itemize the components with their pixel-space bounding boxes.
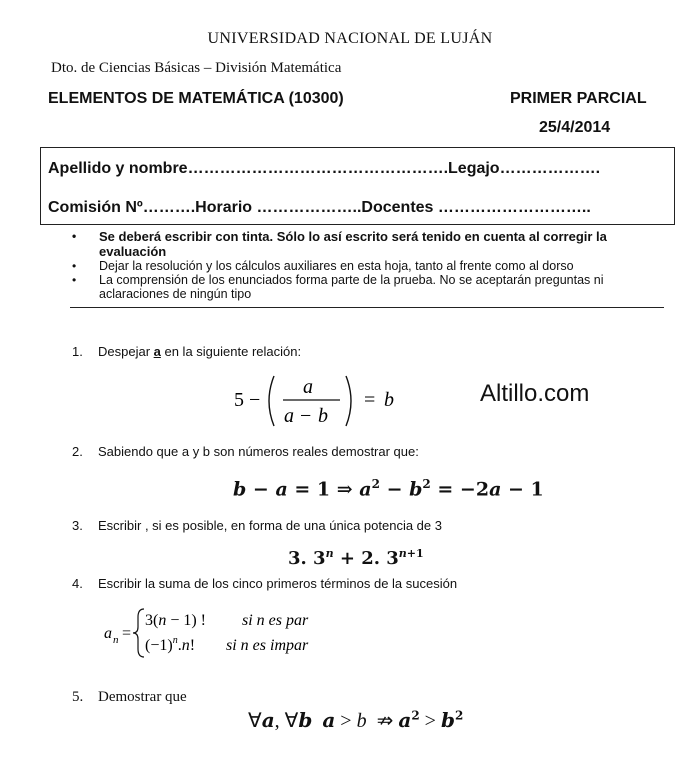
commission-schedule-teachers-field[interactable]: Comisión Nº……….Horario ………………..Docentes ……………………….. bbox=[48, 199, 591, 216]
question-5-text: Demostrar que bbox=[98, 689, 187, 705]
svg-text:a: a bbox=[104, 625, 112, 642]
department-name: Dto. de Ciencias Básicas – División Matemática bbox=[51, 60, 342, 76]
question-5-number: 5. bbox=[72, 689, 84, 705]
question-2-number: 2. bbox=[72, 444, 83, 459]
svg-text:n: n bbox=[113, 634, 119, 646]
instruction-text: La comprensión de los enunciados forma parte de la prueba. No se aceptarán preguntas ni aclaraciones de ningún tipo bbox=[99, 273, 604, 301]
question-3-number: 3. bbox=[72, 518, 83, 533]
instruction-item bbox=[72, 259, 662, 273]
svg-text:(−1)n.n!: $(-1)^n.n$! bbox=[145, 635, 196, 654]
instruction-item bbox=[72, 229, 662, 259]
formula-3: 3. $3^n + 2$. $3^{n+1}$ bbox=[288, 547, 424, 569]
formula-1 bbox=[228, 370, 408, 432]
university-name: UNIVERSIDAD NACIONAL DE LUJÁN bbox=[207, 30, 493, 47]
svg-text:=: = bbox=[364, 389, 376, 411]
formula-5: ∀a, ∀b a > b ⇏ $a^2 > b^2$ bbox=[248, 708, 464, 732]
svg-text:b: b bbox=[318, 405, 328, 427]
student-info-box bbox=[40, 147, 675, 225]
question-1-number: 1. bbox=[72, 344, 83, 359]
svg-text:a: a bbox=[284, 405, 294, 427]
question-1-text: Despejar a en la siguiente relación: bbox=[98, 344, 302, 359]
svg-text:si n es impar: si n es impar bbox=[226, 637, 309, 654]
bullet-icon: • bbox=[72, 273, 77, 287]
instruction-text: Dejar la resolución y los cálculos auxiliares en esta hoja, tanto al frente como al dorso bbox=[99, 259, 574, 273]
svg-text:3(n − 1) !: 3(n − 1) ! bbox=[145, 612, 207, 629]
bullet-icon: • bbox=[72, 259, 77, 273]
svg-text:−: − bbox=[249, 389, 261, 411]
exam-title: PRIMER PARCIAL bbox=[510, 90, 647, 107]
svg-text:−: − bbox=[300, 405, 312, 427]
instruction-item bbox=[72, 273, 662, 301]
formula-4 bbox=[100, 605, 340, 660]
svg-text:si n es par: si n es par bbox=[242, 612, 309, 629]
question-1-keyword: a bbox=[153, 344, 161, 359]
question-4-number: 4. bbox=[72, 576, 83, 591]
instructions-list bbox=[72, 229, 662, 301]
question-4-text: Escribir la suma de los cinco primeros términos de la sucesión bbox=[98, 576, 458, 591]
exam-date: 25/4/2014 bbox=[539, 119, 611, 136]
svg-text:b: b bbox=[384, 389, 394, 411]
question-3-text: Escribir , si es posible, en forma de una única potencia de 3 bbox=[98, 518, 442, 533]
question-2-text: Sabiendo que a y b son números reales demostrar que: bbox=[98, 444, 419, 459]
svg-text:=: = bbox=[122, 625, 132, 642]
svg-text:a: a bbox=[303, 376, 313, 398]
name-and-legajo-field[interactable]: Apellido y nombre………………………………………….Legajo………………. bbox=[48, 160, 601, 177]
svg-text:5: 5 bbox=[234, 389, 244, 411]
bullet-icon: • bbox=[72, 229, 77, 243]
formula-2: b − a = 1 ⇒ $a^2 - b^2 = -2a - 1$ bbox=[233, 477, 544, 501]
course-title: ELEMENTOS DE MATEMÁTICA (10300) bbox=[48, 90, 344, 107]
watermark: Altillo.com bbox=[480, 380, 590, 407]
instruction-text: Se deberá escribir con tinta. Sólo lo así escrito será tenido en cuenta al corregir la evaluación bbox=[99, 229, 607, 259]
section-divider bbox=[70, 307, 664, 308]
